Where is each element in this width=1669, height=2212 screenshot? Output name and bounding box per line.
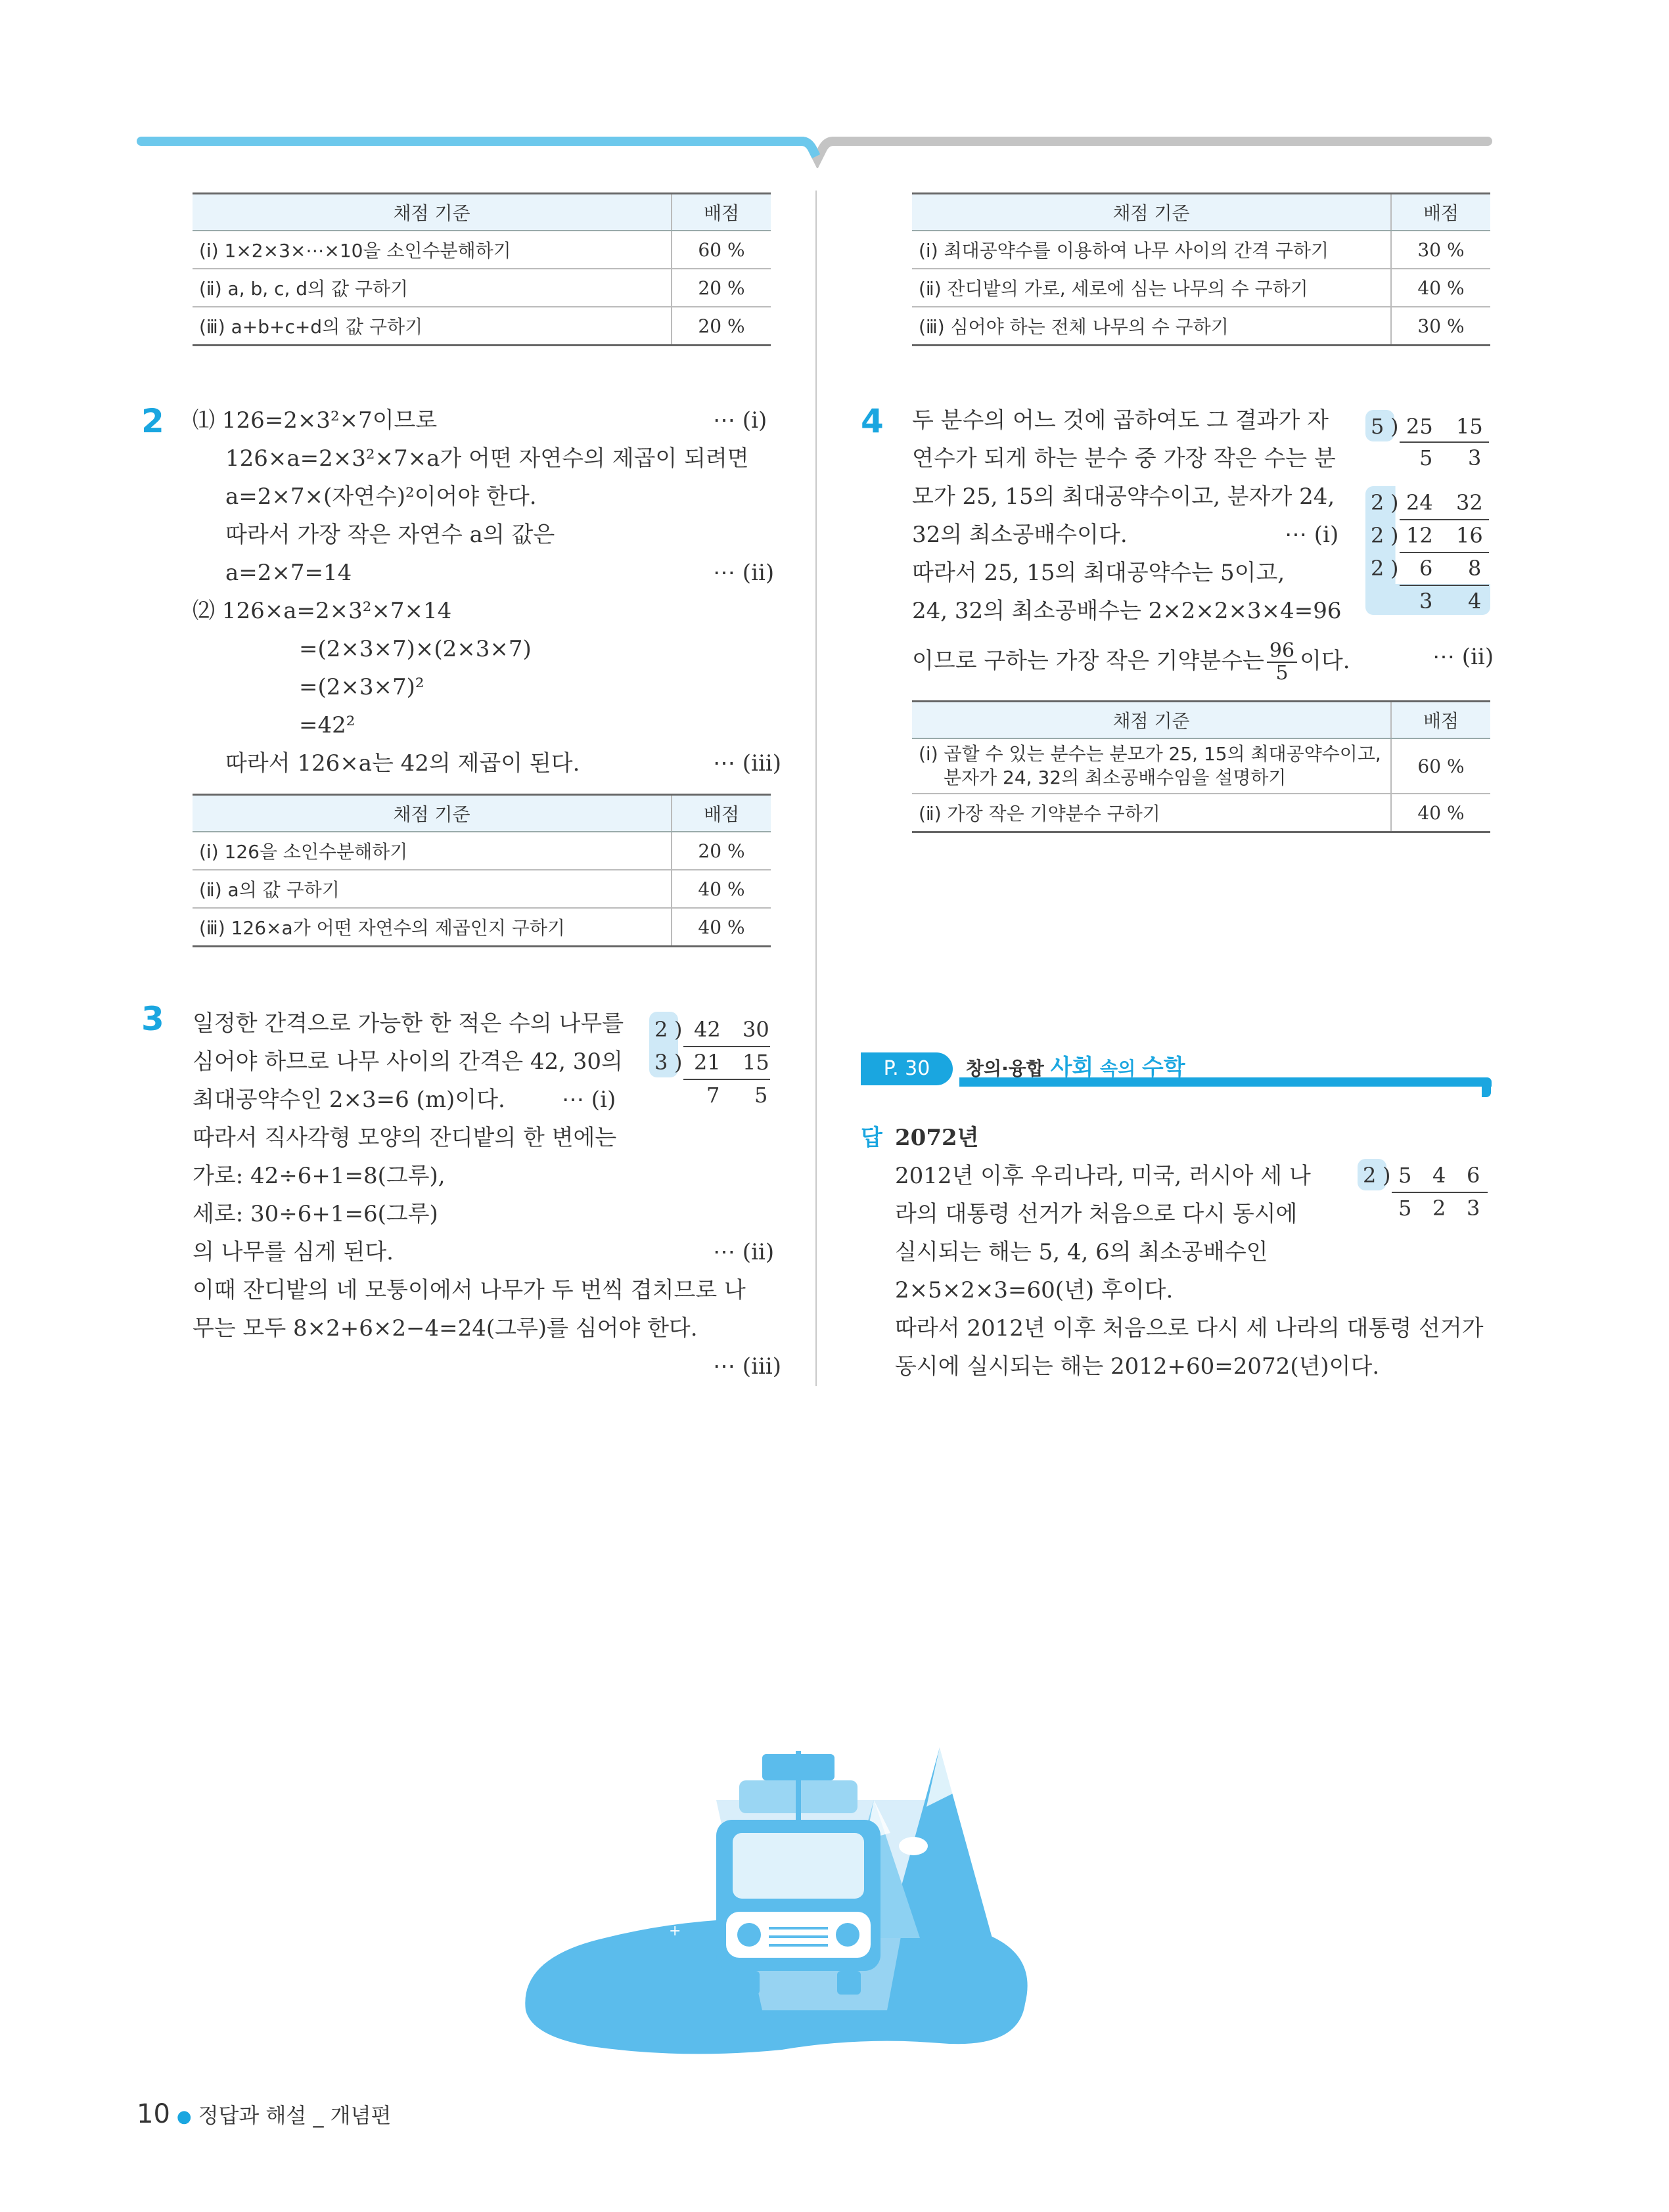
p30-div-value: 2: [1432, 1196, 1446, 1221]
table-header-points: 배점: [672, 194, 771, 231]
q3-div-value: 42: [694, 1017, 721, 1042]
q2-line: =(2×3×7)²: [299, 674, 424, 700]
points-cell: 60 %: [672, 231, 771, 269]
q2-line: 따라서 126×a는 42의 제곱이 된다.: [225, 750, 580, 777]
criteria-cell: (ⅱ) a, b, c, d의 값 구하기: [193, 269, 672, 307]
q3-divisor: 3: [654, 1050, 668, 1075]
q4-div-value: 24: [1406, 490, 1433, 515]
criteria-cell: (ⅱ) a의 값 구하기: [193, 870, 672, 908]
q2-line: ⑵ 126×a=2×3²×7×14: [193, 598, 452, 624]
q4-div-value: 12: [1406, 523, 1433, 548]
points-cell: 20 %: [672, 307, 771, 346]
criteria-cell: (ⅱ) 가장 작은 기약분수 구하기: [912, 794, 1391, 832]
q4-div-value: 15: [1456, 414, 1483, 439]
division-line: [683, 1046, 770, 1047]
q3-line: 따라서 직사각형 모양의 잔디밭의 한 변에는: [193, 1125, 617, 1151]
points-cell: 60 %: [1391, 738, 1490, 794]
p30-line: 라의 대통령 선거가 처음으로 다시 동시에: [895, 1201, 1298, 1227]
table-row: [912, 738, 1490, 794]
header-notch: [795, 137, 842, 168]
table-header-criteria: 채점 기준: [912, 702, 1391, 739]
q2-line: 126×a=2×3²×7×a가 어떤 자연수의 제곱이 되려면: [225, 445, 749, 472]
svg-text:+ +: + +: [677, 1903, 711, 1923]
q4-mark-ii: ⋯ (ⅱ): [1432, 644, 1494, 670]
question-number-4: 4: [861, 402, 884, 440]
p30-line: 동시에 실시되는 해는 2012+60=2072(년)이다.: [895, 1353, 1380, 1380]
division-line: [1400, 519, 1489, 520]
title-part: 창의·융합: [966, 1058, 1051, 1079]
division-line: [1400, 552, 1489, 553]
q3-line: 의 나무를 심게 된다.: [193, 1239, 394, 1265]
q4-div-value: 5: [1419, 445, 1433, 470]
q4-div-value: 4: [1468, 589, 1482, 614]
q4-divisor: 2: [1371, 523, 1384, 548]
p30-line: 실시되는 해는 5, 4, 6의 최소공배수인: [895, 1239, 1268, 1265]
p30-line: 따라서 2012년 이후 처음으로 다시 세 나라의 대통령 선거가: [895, 1315, 1484, 1342]
fraction-denominator: 5: [1275, 662, 1289, 685]
bracket: ): [1390, 490, 1399, 515]
table-row: [912, 794, 1490, 832]
q4-text: 이다.: [1300, 648, 1350, 674]
p30-line: 2×5×2×3=60(년) 후이다.: [895, 1277, 1174, 1303]
header-bar-right: [833, 137, 1492, 146]
q4-line: 24, 32의 최소공배수는 2×2×2×3×4=96: [912, 598, 1342, 624]
bracket: ): [1383, 1163, 1391, 1188]
criteria-cell: (ⅰ) 126을 소인수분해하기: [193, 832, 672, 870]
question-number-3: 3: [141, 1000, 164, 1038]
p30-div-value: 5: [1398, 1196, 1412, 1221]
fraction: [1267, 641, 1297, 684]
scoring-table-2: [912, 192, 1490, 346]
criteria-cell: (ⅰ) 최대공약수를 이용하여 나무 사이의 간격 구하기: [912, 231, 1391, 269]
q4-line-fraction: [912, 641, 1350, 684]
q3-line: 심어야 하므로 나무 사이의 간격은 42, 30의: [193, 1049, 623, 1075]
points-cell: 40 %: [1391, 269, 1490, 307]
p30-divisor: 2: [1363, 1163, 1377, 1188]
table-row: [193, 908, 771, 947]
q3-line: 무는 모두 8×2+6×2−4=24(그루)를 심어야 한다.: [193, 1315, 698, 1342]
bracket: ): [1390, 556, 1399, 581]
points-cell: 20 %: [672, 832, 771, 870]
q4-mark-i: ⋯ (ⅰ): [1285, 522, 1339, 548]
answer-value: 2072년: [895, 1125, 979, 1151]
p30-div-value: 4: [1432, 1163, 1446, 1188]
q3-mark-iii: ⋯ (ⅲ): [713, 1353, 781, 1380]
svg-text:+: +: [669, 1923, 681, 1939]
q4-divisor: 2: [1371, 556, 1384, 581]
q2-line: a=2×7×(자연수)²이어야 한다.: [225, 484, 537, 510]
table-header-criteria: 채점 기준: [912, 194, 1391, 231]
q4-line: 따라서 25, 15의 최대공약수는 5이고,: [912, 560, 1285, 586]
criteria-cell: (ⅱ) 잔디밭의 가로, 세로에 심는 나무의 수 구하기: [912, 269, 1391, 307]
table-header-criteria: 채점 기준: [193, 795, 672, 832]
points-cell: 30 %: [1391, 307, 1490, 346]
bracket: ): [674, 1017, 683, 1042]
table-row: [193, 870, 771, 908]
question-number-2: 2: [141, 402, 164, 440]
points-cell: 30 %: [1391, 231, 1490, 269]
q2-line: =(2×3×7)×(2×3×7): [299, 636, 532, 662]
q3-line: 최대공약수인 2×3=6 (m)이다.: [193, 1087, 505, 1113]
table-row: [912, 269, 1490, 307]
q3-mark-ii: ⋯ (ⅱ): [713, 1239, 775, 1265]
division-line: [1400, 585, 1489, 586]
q3-div-value: 30: [743, 1017, 769, 1042]
division-line: [1392, 1192, 1488, 1193]
car-mountain-illustration: [519, 1721, 1032, 2056]
division-line: [683, 1079, 770, 1080]
division-line: [1400, 441, 1489, 443]
points-cell: 40 %: [672, 908, 771, 947]
bracket: ): [674, 1050, 683, 1075]
q2-line: a=2×7=14: [225, 560, 352, 586]
bracket: ): [1390, 414, 1399, 439]
title-part: 사회: [1050, 1054, 1094, 1081]
bullet-icon: ●: [176, 2107, 192, 2127]
table-header-points: 배점: [1391, 702, 1490, 739]
q4-div-value: 3: [1419, 589, 1433, 614]
points-cell: 40 %: [672, 870, 771, 908]
q4-div-value: 25: [1406, 414, 1433, 439]
p30-line: 2012년 이후 우리나라, 미국, 러시아 세 나: [895, 1163, 1311, 1189]
scoring-table-1: [193, 192, 771, 346]
q3-div-value: 5: [754, 1083, 768, 1108]
criteria-cell: (ⅲ) 심어야 하는 전체 나무의 수 구하기: [912, 307, 1391, 346]
points-cell: 20 %: [672, 269, 771, 307]
q2-mark-i: ⋯ (ⅰ): [713, 407, 767, 434]
q3-mark-i: ⋯ (ⅰ): [562, 1087, 616, 1113]
q4-div-value: 16: [1456, 523, 1483, 548]
criteria-cell: (ⅲ) a+b+c+d의 값 구하기: [193, 307, 672, 346]
q3-line: 세로: 30÷6+1=6(그루): [193, 1201, 438, 1227]
table-header-criteria: 채점 기준: [193, 194, 672, 231]
table-header-points: 배점: [672, 795, 771, 832]
footer-text: 정답과 해설 _ 개념편: [198, 2103, 392, 2128]
criteria-text: (ⅰ) 곱할 수 있는 분수는 분모가 25, 15의 최대공약수이고,: [919, 743, 1381, 765]
q4-line: 두 분수의 어느 것에 곱하여도 그 결과가 자: [912, 407, 1329, 434]
q3-div-value: 7: [706, 1083, 720, 1108]
q3-line: 일정한 간격으로 가능한 한 적은 수의 나무를: [193, 1010, 624, 1037]
q2-mark-iii: ⋯ (ⅲ): [713, 750, 781, 777]
q4-divisor: 5: [1371, 414, 1384, 439]
q2-line: ⑴ 126=2×3²×7이므로: [193, 407, 438, 434]
page-number: 10: [137, 2099, 170, 2129]
q4-div-value: 8: [1468, 556, 1482, 581]
q4-div-value: 6: [1419, 556, 1433, 581]
fraction-numerator: 96: [1267, 641, 1297, 663]
table-row: [193, 269, 771, 307]
q4-line: 모가 25, 15의 최대공약수이고, 분자가 24,: [912, 484, 1335, 510]
table-row: [912, 307, 1490, 346]
page-footer: [137, 2099, 391, 2129]
q2-line: =42²: [299, 712, 355, 738]
criteria-text: 분자가 24, 32의 최소공배수임을 설명하기: [944, 767, 1287, 788]
q2-mark-ii: ⋯ (ⅱ): [713, 560, 775, 586]
q3-line: 가로: 42÷6+1=8(그루),: [193, 1163, 446, 1189]
title-part: 수학: [1141, 1054, 1185, 1081]
criteria-cell: (ⅲ) 126×a가 어떤 자연수의 제곱인지 구하기: [193, 908, 672, 947]
page-tag: P. 30: [861, 1052, 953, 1085]
q3-div-value: 21: [694, 1050, 721, 1075]
q4-line: 연수가 되게 하는 분수 중 가장 작은 수는 분: [912, 445, 1336, 472]
column-separator: [815, 191, 817, 1386]
table-row: [193, 307, 771, 346]
table-row: [193, 231, 771, 269]
bracket: ): [1390, 523, 1399, 548]
table-header-points: 배점: [1391, 194, 1490, 231]
scoring-table-3: [193, 794, 771, 947]
q3-div-value: 15: [743, 1050, 769, 1075]
section-title: [966, 1051, 1185, 1085]
q3-divisor: 2: [654, 1017, 668, 1042]
q2-line: 따라서 가장 작은 자연수 a의 값은: [225, 522, 555, 548]
scoring-table-4: [912, 700, 1490, 833]
p30-div-value: 6: [1467, 1163, 1480, 1188]
q3-line: 이때 잔디밭의 네 모퉁이에서 나무가 두 번씩 겹치므로 나: [193, 1277, 746, 1303]
title-part: 속의: [1093, 1058, 1142, 1079]
q4-divisor: 2: [1371, 490, 1384, 515]
q4-line: 32의 최소공배수이다.: [912, 522, 1128, 548]
q4-text: 이므로 구하는 가장 작은 기약분수는: [912, 648, 1264, 674]
table-row: [193, 832, 771, 870]
criteria-cell: [912, 738, 1391, 794]
section-bar-end: [1482, 1077, 1491, 1097]
p30-div-value: 5: [1398, 1163, 1412, 1188]
table-row: [912, 231, 1490, 269]
q4-div-value: 3: [1468, 445, 1482, 470]
criteria-cell: (ⅰ) 1×2×3×⋯×10을 소인수분해하기: [193, 231, 672, 269]
points-cell: 40 %: [1391, 794, 1490, 832]
header-bar-left: [137, 137, 804, 146]
answer-label: 답: [861, 1125, 882, 1151]
q4-div-value: 32: [1456, 490, 1483, 515]
p30-div-value: 3: [1467, 1196, 1480, 1221]
